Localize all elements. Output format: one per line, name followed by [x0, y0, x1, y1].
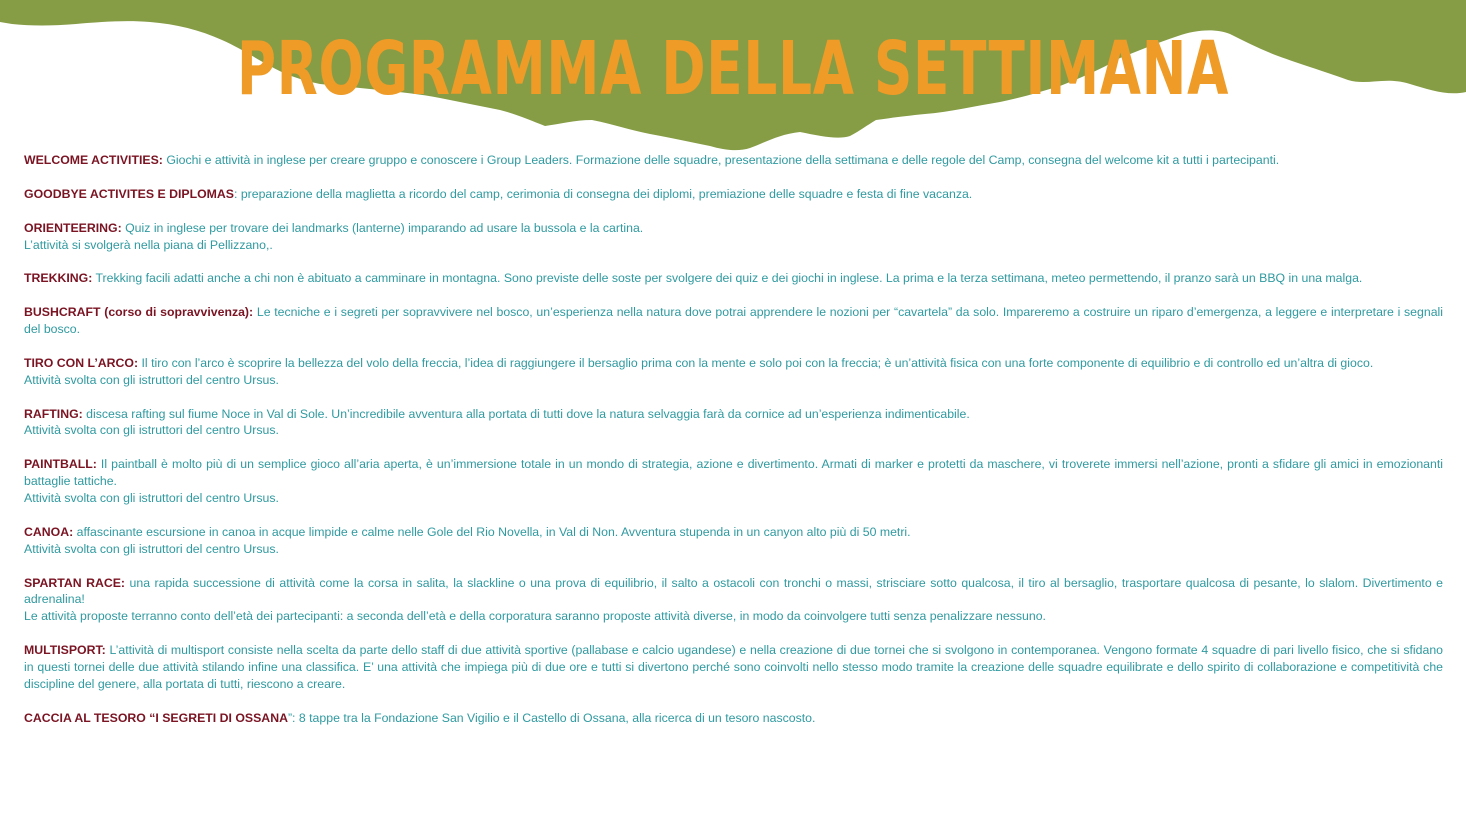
activity-text: Giochi e attività in inglese per creare gruppo e conoscere i Group Leaders. Formazione delle squadre, presentazione della settimana e delle regole del Camp, consegna del welcome kit a tutti i partecipanti.: [162, 153, 1280, 167]
activity-section: [24, 304, 1443, 338]
activity-label: CANOA:: [24, 524, 74, 539]
activity-text: Il tiro con l’arco è scoprire la bellezza del volo della freccia, l’idea di raggiungere il bersaglio prima con la mente e solo poi con la freccia; è un’attività fisica con una forte componente di equilibrio e di controllo ed un’altra di gioco.: [138, 355, 1374, 370]
activity-label: TREKKING:: [24, 271, 93, 286]
activity-section: [24, 456, 1443, 507]
activity-section: [24, 152, 1443, 169]
activity-label: RAFTING:: [24, 406, 83, 421]
activity-note: Attività svolta con gli istruttori del centro Ursus.: [24, 423, 279, 438]
activity-description: [24, 524, 1443, 541]
activity-section: [24, 355, 1443, 389]
activity-text: : preparazione della maglietta a ricordo del camp, cerimonia di consegna dei diplomi, premiazione delle squadre e festa di fine vacanza.: [233, 186, 973, 201]
activity-section: [24, 186, 1443, 203]
activity-text: discesa rafting sul fiume Noce in Val di Sole. Un’incredibile avventura alla portata di tutti dove la natura selvaggia farà da cornice ad un’esperienza indimenticabile.: [82, 406, 970, 421]
activity-description: [24, 270, 1443, 287]
activity-description: [24, 304, 1443, 338]
activity-text: Quiz in inglese per trovare dei landmarks (lanterne) imparando ad usare la bussola e la cartina.: [121, 220, 644, 235]
activity-section: [24, 642, 1443, 693]
activity-label: TIRO CON L’ARCO:: [24, 355, 139, 370]
activity-label: GOODBYE ACTIVITES E DIPLOMAS: [24, 186, 234, 201]
activity-section: [24, 524, 1443, 558]
activity-description: [24, 456, 1443, 490]
activity-label: BUSHCRAFT (corso di sopravvivenza):: [24, 305, 254, 320]
activity-section: [24, 575, 1443, 626]
activity-note: Le attività proposte terranno conto dell’età dei partecipanti: a seconda dell’età e della corporatura saranno proposte attività diverse, in modo da coinvolgere tutti senza penalizzare nessuno.: [24, 609, 1046, 624]
activity-description: [24, 710, 1443, 727]
activity-text: una rapida successione di attività come la corsa in salita, la slackline o una prova di equilibrio, il salto a ostacoli con tronchi o massi, strisciare sotto qualcosa, il tiro al bersaglio, trasportare qualcosa di pesante, lo slalom. Divertimento e adrenalina!: [24, 575, 1443, 607]
activity-description: [24, 642, 1443, 693]
activity-label: ORIENTEERING:: [24, 220, 122, 235]
activity-label: CACCIA AL TESORO “I SEGRETI DI OSSANA: [24, 710, 288, 725]
activity-note: Attività svolta con gli istruttori del centro Ursus.: [24, 541, 279, 556]
activity-text: L’attività di multisport consiste nella scelta da parte dello staff di due attività sportive (pallabase e calcio ugandese) e nella creazione di due tornei che si svolgono in contemporanea. Vengono formate 4 squadre di pari livello fisico, che si sfidano in questi tornei delle due attività stilando infine una classifica. E’ una attività che impiega più di due ore e tutti si divertono perché sono coinvolti nello stesso modo tramite la creazione delle squadre equilibrate e dello spirito di collaborazione e competitività che discipline del genere, alla portata di tutti, riescono a creare.: [24, 643, 1443, 691]
activity-description: [24, 220, 1443, 237]
activity-text: Le tecniche e i segreti per sopravvivere nel bosco, un’esperienza nella natura dove potrai apprendere le nozioni per “cavartela” da solo. Impareremo a costruire un riparo d’emergenza, a leggere e interpretare i segnali del bosco.: [24, 305, 1444, 336]
activity-description: [24, 355, 1443, 372]
activity-section: [24, 710, 1443, 727]
activity-text: Trekking facili adatti anche a chi non è abituato a camminare in montagna. Sono previste delle soste per svolgere dei quiz e dei giochi in inglese. La prima e la terza settimana, meteo permettendo, il pranzo sarà un BBQ in una malga.: [92, 271, 1363, 286]
activity-label: MULTISPORT:: [24, 643, 106, 658]
activity-description: [24, 186, 1443, 203]
activity-label: WELCOME ACTIVITIES:: [24, 153, 163, 167]
activity-text: Il paintball è molto più di un semplice gioco all’aria aperta, è un’immersione totale in un mondo di strategia, azione e divertimento. Armati di marker e protetti da maschere, vi troverete immersi nell’azione, pronti a sfidare gli amici in emozionanti battaglie tattiche.: [24, 457, 1443, 489]
activity-text: ”: 8 tappe tra la Fondazione San Vigilio e il Castello di Ossana, alla ricerca di un tesoro nascosto.: [287, 710, 816, 725]
activity-description: [24, 575, 1443, 609]
activity-label: SPARTAN RACE:: [24, 575, 126, 590]
activity-list: [24, 152, 1443, 744]
activity-text: affascinante escursione in canoa in acque limpide e calme nelle Gole del Rio Novella, in Val di Non. Avventura stupenda in un canyon alto più di 50 metri.: [73, 524, 911, 539]
activity-label: PAINTBALL:: [24, 457, 97, 472]
activity-description: [24, 406, 1443, 423]
activity-note: Attività svolta con gli istruttori del centro Ursus.: [24, 491, 279, 506]
activity-section: [24, 220, 1443, 254]
activity-section: [24, 406, 1443, 440]
activity-section: [24, 270, 1443, 287]
activity-note: L’attività si svolgerà nella piana di Pellizzano,.: [24, 237, 273, 252]
activity-note: Attività svolta con gli istruttori del centro Ursus.: [24, 372, 279, 387]
activity-description: [24, 152, 1443, 169]
page-title: PROGRAMMA DELLA SETTIMANA: [236, 26, 1230, 112]
